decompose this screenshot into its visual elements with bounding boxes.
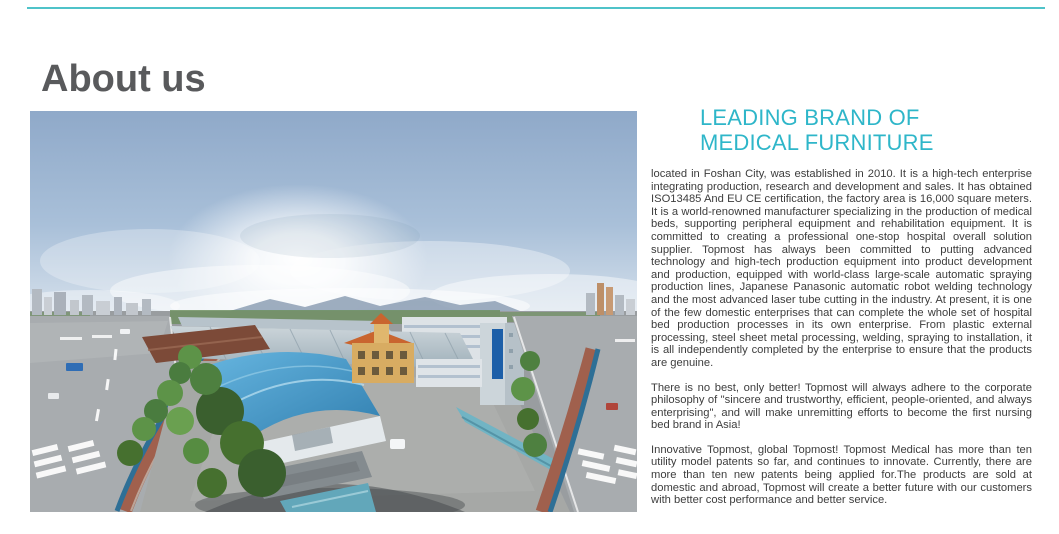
page-title: About us xyxy=(41,58,206,101)
about-paragraph-3: Innovative Topmost, global Topmost! Topmost Medical has more than ten utility model patents so far, and continues to innovate. Currently, there are more than ten new patents being applied for.The products are sold at domestic and abroad, Topmost will create a better future with our customers with better cost performance and better service. xyxy=(651,443,1032,507)
section-heading-line1: LEADING BRAND OF xyxy=(700,105,920,130)
about-paragraph-1: located in Foshan City, was established in 2010. It is a high-tech enterprise integrating production, research and development and sales. It has obtained ISO13485 And EU CE certification, the factory area is 16,000 square meters. It is a world-renowned manufacturer specializing in the production of medical beds, supporting peripheral equipment and rehabilitation equipment. It is committed to creating a professional one-stop hospital overall solution supplier. Topmost has always been committed to putting advanced technology and high-tech production equipment into product development and production, equipped with world-class large-scale automatic spraying production lines, Japanese Panasonic automatic robot welding technology and the most advanced laser tube cutting in the industry. At present, it is one of the few domestic enterprises that can complete the whole set of hospital bed production processes in its own enterprise. From plastic external processing, steel sheet metal processing, welding, spraying to installation, it is all independently completed by the enterprise to ensure that the products are genuine. xyxy=(651,168,1032,369)
section-heading xyxy=(651,106,1032,155)
about-section xyxy=(651,106,1032,507)
factory-panorama-illustration xyxy=(30,111,637,512)
factory-panorama-photo xyxy=(30,111,637,512)
top-accent-line xyxy=(27,7,1045,9)
about-text xyxy=(651,168,1032,507)
about-paragraph-2: There is no best, only better! Topmost will always adhere to the corporate philosophy of "sincere and trustworthy, efficient, people-oriented, and always enterprising", and will make unremitting efforts to become the first nursing bed brand in Asia! xyxy=(651,381,1032,432)
section-heading-line2: MEDICAL FURNITURE xyxy=(700,129,934,155)
